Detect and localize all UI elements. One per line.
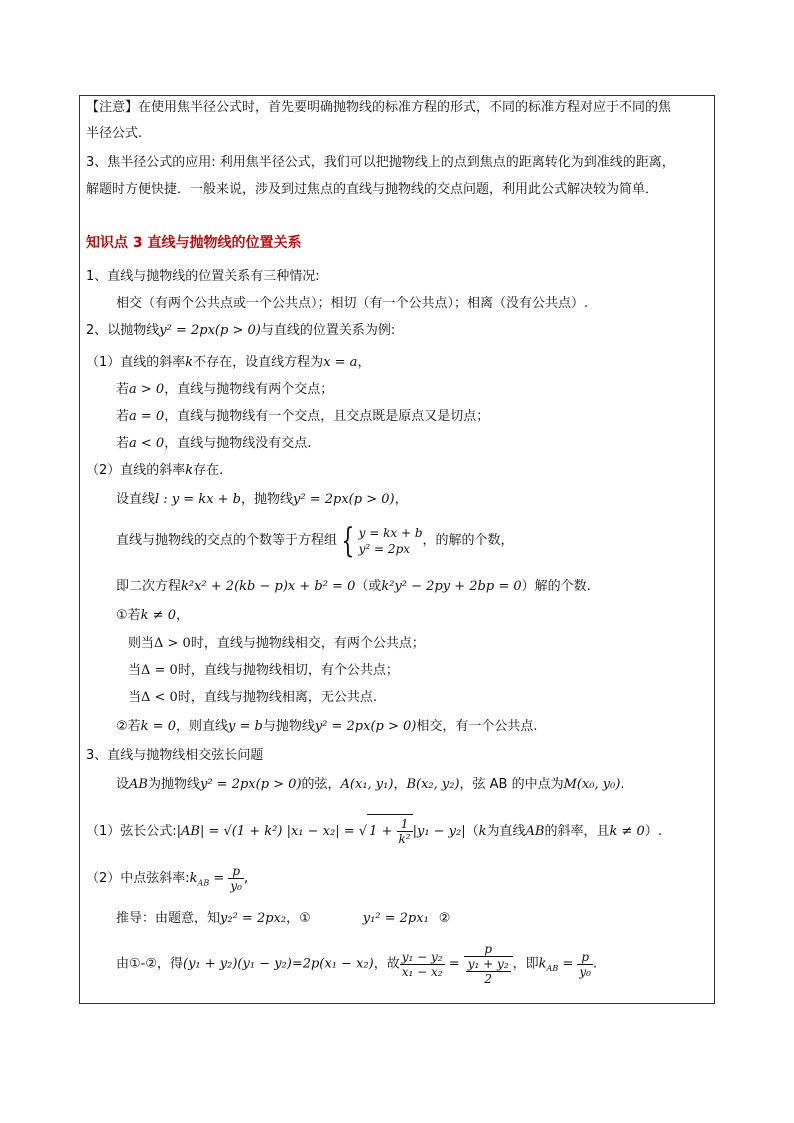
fraction-p-over-y0-2: $\frac{p}{\text{y₀}}$ — [579, 949, 591, 979]
note-line-1: 【注意】在使用焦半径公式时，首先要明确抛物线的标准方程的形式，不同的标准方程对应于不同的焦 — [86, 100, 672, 115]
s3-derivation: 推导：由题意，知y₂² = 2px₂，① y₁² = 2px₁ ② — [116, 911, 451, 926]
p3-line-1: 3、焦半径公式的应用: 利用焦半径公式，我们可以把抛物线上的点到焦点的距离转化为到准线的距离， — [86, 155, 675, 170]
fraction-1-over-k2: $\frac{1}{\text{k²}}$ — [398, 817, 411, 846]
s2-title: 2、以抛物线y² = 2px(p > 0)与直线的位置关系为例: — [86, 323, 396, 338]
s3-setup: 设AB为抛物线y² = 2px(p > 0)的弦，A(x₁, y₁)，B(x₂, y₂)，弦 AB 的中点为M(x₀, y₀). — [116, 777, 625, 792]
s3-final: 由①-②，得(y₁ + y₂)(y₁ − y₂)=2p(x₁ − x₂)，故 $\frac{\text{y₁ − y₂}}{\text{x₁ − x₂}}$ = p y₁ + y₂ 2 ，即$k_{AB}$ = $\frac{p}{\text{y₀}}$ . — [116, 942, 598, 986]
s2-k-zero: ②若k = 0，则直线y = b与抛物线y² = 2px(p > 0)相交，有一个公共点. — [116, 719, 538, 734]
s2-case2: （2）直线的斜率k存在. — [86, 463, 224, 478]
s2-delta-gt: 则当Δ > 0时，直线与抛物线相交，有两个公共点； — [128, 636, 425, 651]
s2-system-line: 直线与抛物线的交点的个数等于方程组 { y = kx + b y² = 2px ，的解的个数， — [116, 520, 514, 561]
equation-system: y = kx + b y² = 2px — [358, 525, 423, 556]
s2-a-lt: 若a < 0，直线与抛物线没有交点. — [116, 436, 312, 451]
system-brace: { — [341, 520, 355, 561]
s1-body: 相交（有两个公共点或一个公共点）；相切（有一个公共点）；相离（没有公共点）. — [116, 296, 589, 311]
s2-quadratic: 即二次方程k²x² + 2(kb − p)x + b² = 0（或k²y² − 2py + 2bp = 0）解的个数. — [116, 579, 591, 594]
fraction-p-over-avg: p y₁ + y₂ 2 — [464, 942, 513, 986]
fraction-p-over-y0: $\frac{p}{\text{y₀}}$ — [230, 864, 242, 893]
s2-delta-eq: 当Δ = 0时，直线与抛物线相切，有个公共点； — [128, 663, 399, 678]
s3-chord-length: （1）弦长公式:|AB| = √(1 + k²) |x₁ − x₂| = √ 1 + $\frac{1}{\text{k²}}$ |y₁ − y₂|（k为直线AB的斜率，且k ≠ 0）. — [86, 814, 662, 849]
note-tag: 【注意】 — [86, 100, 139, 115]
parabola-eq: y² = 2px(p > 0) — [159, 323, 261, 338]
s1-title: 1、直线与抛物线的位置关系有三种情况: — [86, 269, 320, 284]
s3-title: 3、直线与抛物线相交弦长问题 — [86, 748, 264, 763]
s2-case1: （1）直线的斜率k不存在，设直线方程为x = a， — [86, 355, 371, 370]
s2-delta-lt: 当Δ < 0时，直线与抛物线相离，无公共点. — [128, 690, 377, 705]
fraction-diff: $\frac{\text{y₁ − y₂}}{\text{x₁ − x₂}}$ — [401, 949, 443, 979]
s2-k-nonzero: ①若k ≠ 0， — [116, 608, 189, 623]
p3-line-2: 解题时方便快捷．一般来说，涉及到过焦点的直线与抛物线的交点问题，利用此公式解决较为简单． — [86, 182, 659, 197]
note-line-2: 半径公式. — [86, 126, 143, 141]
sqrt-group: 1 + $\frac{1}{\text{k²}}$ — [367, 814, 413, 849]
s2-a-gt: 若a > 0，直线与抛物线有两个交点； — [116, 382, 334, 397]
section-heading: 知识点 3 直线与抛物线的位置关系 — [86, 235, 302, 251]
s2-a-eq: 若a = 0，直线与抛物线有一个交点，且交点既是原点又是切点； — [116, 409, 490, 424]
s3-midpoint-slope: （2）中点弦斜率$:k_{AB}$ = $\frac{p}{\text{y₀}}$ , — [86, 864, 249, 893]
s2-set-line: 设直线l : y = kx + b，抛物线y² = 2px(p > 0)， — [116, 492, 408, 507]
